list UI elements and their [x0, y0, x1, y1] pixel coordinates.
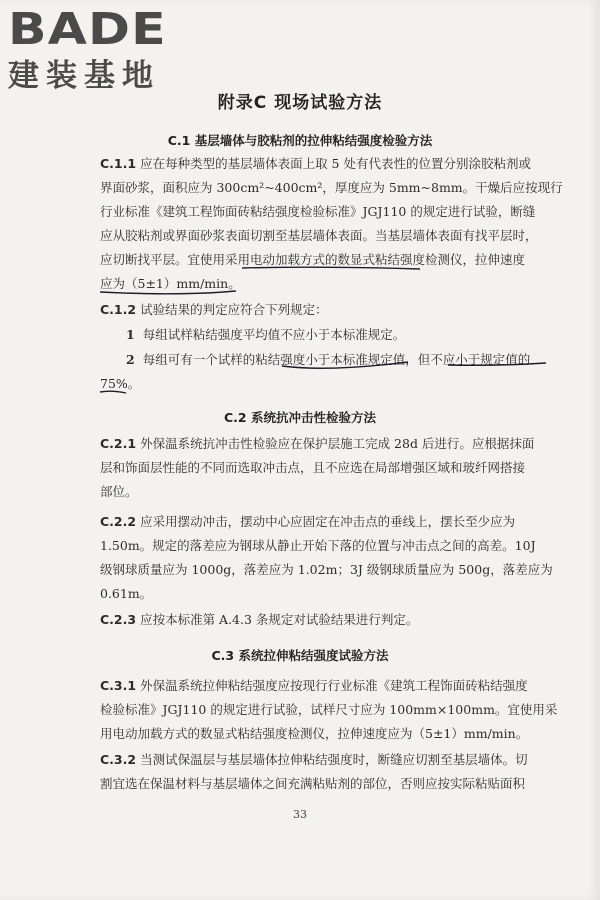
list-item: 2 每组可有一个试样的粘结强度小于本标准规定值，但不应小于规定值的 [126, 352, 531, 367]
clause-line: C.2.3 应按本标准第 A.4.3 条规定对试验结果进行判定。 [100, 612, 419, 627]
section-title-c3: C.3 系统拉伸粘结强度试验方法 [211, 648, 389, 663]
clause-line: 0.61m。 [100, 586, 153, 601]
clause-line: C.1.2 试验结果的判定应符合下列规定： [100, 302, 328, 317]
clause-c2-2 [100, 510, 553, 606]
clause-line: C.2.2 应采用摆动冲击，摆动中心应固定在冲击点的垂线上，摆长至少应为 [100, 514, 516, 529]
clause-c2-3 [100, 608, 546, 632]
section-title-c2: C.2 系统抗冲击性检验方法 [224, 410, 376, 425]
brand-logo [8, 4, 173, 94]
clause-line: C.1.1 应在每种类型的基层墙体表面上取 5 处有代表性的位置分别涂胶粘剂或 [100, 156, 531, 171]
clause-c2-1 [100, 432, 546, 504]
clause-line: 用电动加载方式的数显式粘结强度检测仪，拉伸速度应为（5±1）mm/min。 [100, 726, 529, 741]
clause-number: C.2.1 [100, 436, 137, 451]
page-number: 33 [293, 808, 307, 821]
clause-c1-2-tail: 75%。 [100, 376, 141, 391]
clause-line: 部位。 [100, 484, 138, 499]
clause-c1-1 [100, 152, 563, 296]
clause-c1-2 [100, 298, 546, 322]
logo-subtitle: 建装基地 [8, 58, 160, 94]
clause-line: 应切断找平层。宜使用采用电动加载方式的数显式粘结强度检测仪，拉伸速度 [100, 252, 526, 267]
clause-number: C.1.1 [100, 156, 137, 171]
clause-line: 层和饰面层性能的不同而选取冲击点，且不应选在局部增强区域和玻纤网搭接 [100, 460, 526, 475]
clause-line: C.3.2 当测试保温层与基层墙体拉伸粘结强度时，断缝应切割至基层墙体。切 [100, 752, 528, 767]
clause-line: 检验标准》JGJ110 的规定进行试验，试样尺寸应为 100mm×100mm。宜使用采 [100, 702, 558, 717]
clause-line: 割宜选在保温材料与基层墙体之间充满粘贴剂的部位，否则应按实际粘贴面积 [100, 776, 526, 791]
clause-line: 应从胶粘剂或界面砂浆表面切割至基层墙体表面。当基层墙体表面有找平层时， [100, 228, 538, 243]
section-title-c1: C.1 基层墙体与胶粘剂的拉伸粘结强度检验方法 [167, 133, 433, 148]
clause-line: C.2.1 外保温系统抗冲击性检验应在保护层施工完成 28d 后进行。应根据抹面 [100, 436, 535, 451]
clause-number: C.3.2 [100, 752, 137, 767]
clause-c3-2 [100, 748, 546, 796]
clause-line: 1.50m。规定的落差应为钢球从静止开始下落的位置与冲击点之间的高差。10J [100, 538, 536, 553]
clause-number: C.2.3 [100, 612, 137, 627]
clause-number: C.3.1 [100, 678, 137, 693]
clause-number: C.2.2 [100, 514, 137, 529]
clause-line: 应为（5±1）mm/min。 [100, 276, 241, 291]
clause-line: 行业标准《建筑工程饰面砖粘结强度检验标准》JGJ110 的规定进行试验，断缝 [100, 204, 536, 219]
clause-line: C.3.1 外保温系统拉伸粘结强度应按现行行业标准《建筑工程饰面砖粘结强度 [100, 678, 528, 693]
clause-c3-1 [100, 674, 558, 746]
clause-line: 界面砂浆，面积应为 300cm²~400cm²，厚度应为 5mm~8mm。干燥后应按现行 [100, 180, 563, 195]
appendix-title: 附录C 现场试验方法 [217, 93, 383, 113]
list-item: 1 每组试样粘结强度平均值不应小于本标准规定。 [126, 327, 406, 342]
clause-number: C.1.2 [100, 302, 137, 317]
clause-line: 级钢球质量应为 1000g，落差应为 1.02m；3J 级钢球质量应为 500g，落差应为 [100, 562, 553, 577]
logo-brand-text: BADE [8, 4, 167, 55]
